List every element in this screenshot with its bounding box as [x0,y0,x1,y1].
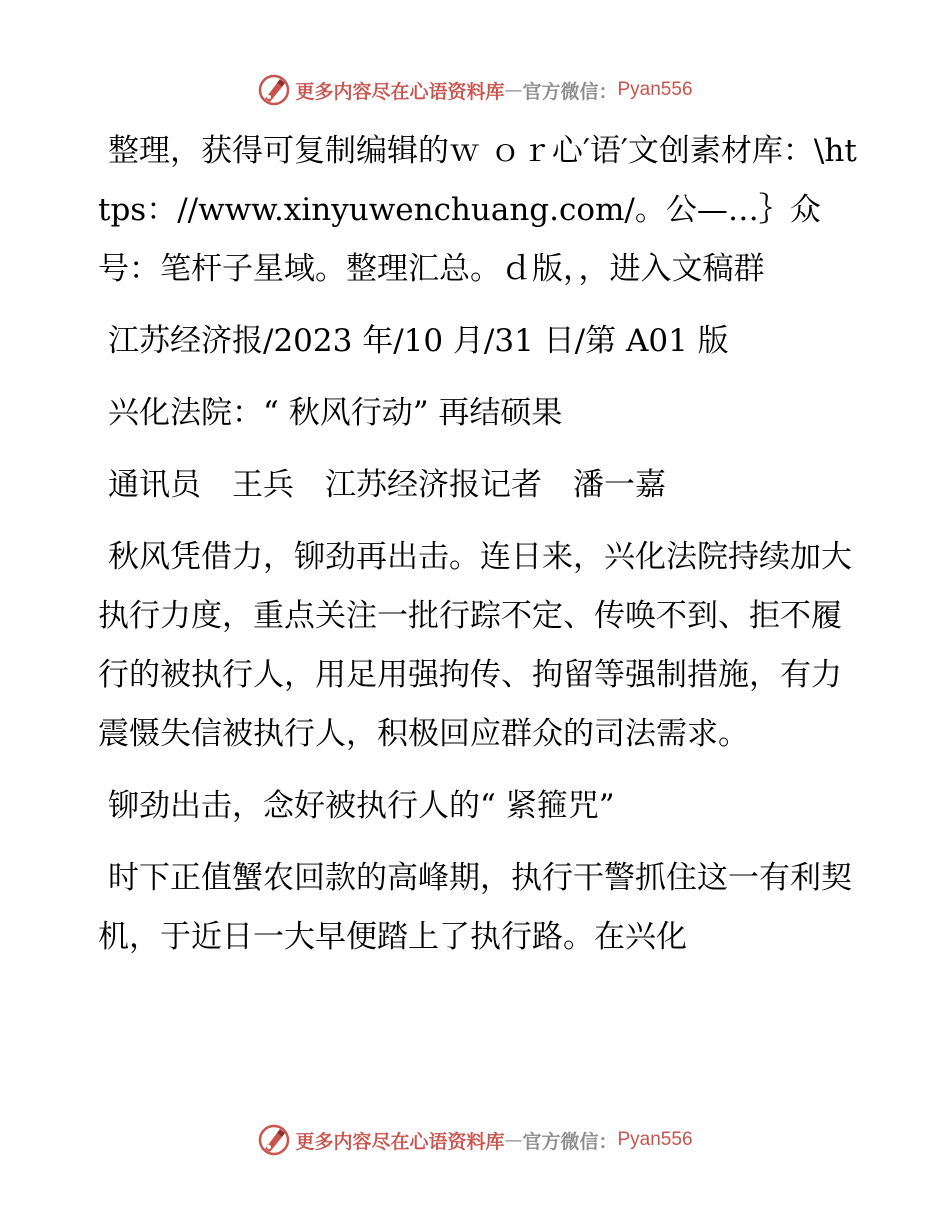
banner-dash: — [504,79,523,101]
pen-circle-icon [257,1123,291,1157]
document-body [98,122,868,980]
source-line: 江苏经济报/2023 年/10 月/31 日/第 A01 版 [108,323,729,359]
banner-left-text: 更多内容尽在心语资料库 [295,1130,505,1153]
byline: 通讯员 王兵 江苏经济报记者 潘一嘉 [108,467,666,503]
banner-middle-text: 官方微信： [522,80,618,103]
section-heading: 铆劲出击，念好被执行人的“ 紧箍咒” [108,788,615,824]
header-banner [0,70,950,110]
article-title: 兴化法院：“ 秋风行动” 再结硕果 [108,395,563,431]
footer-banner [0,1120,950,1160]
lead-paragraph: 秋风凭借力，铆劲再出击。连日来，兴化法院持续加大执行力度，重点关注一批行踪不定、传唤不到、拒不履行的被执行人，用足用强拘传、拘留等强制措施，有力震慑失信被执行人，积极回应群众的司法需求。 [98,539,852,752]
banner-left-text: 更多内容尽在心语资料库 [295,80,505,103]
banner-wechat-id: Pyan556 [617,79,693,100]
pen-circle-icon [257,73,291,107]
intro-paragraph: 整理，获得可复制编辑的ｗ ｏｒ心′语′文创素材库：\https：//www.xinyuwenchuang.com/。公—…｝众号：笔杆子星域。整理汇总。ｄ版，，进入文稿群 [98,133,857,287]
banner-middle-text: 官方微信： [522,1130,618,1153]
banner-wechat-id: Pyan556 [617,1129,693,1150]
body-paragraph: 时下正值蟹农回款的高峰期，执行干警抓住这一有利契机，于近日一大早便踏上了执行路。在兴化 [98,860,852,955]
banner-dash: — [504,1129,523,1151]
